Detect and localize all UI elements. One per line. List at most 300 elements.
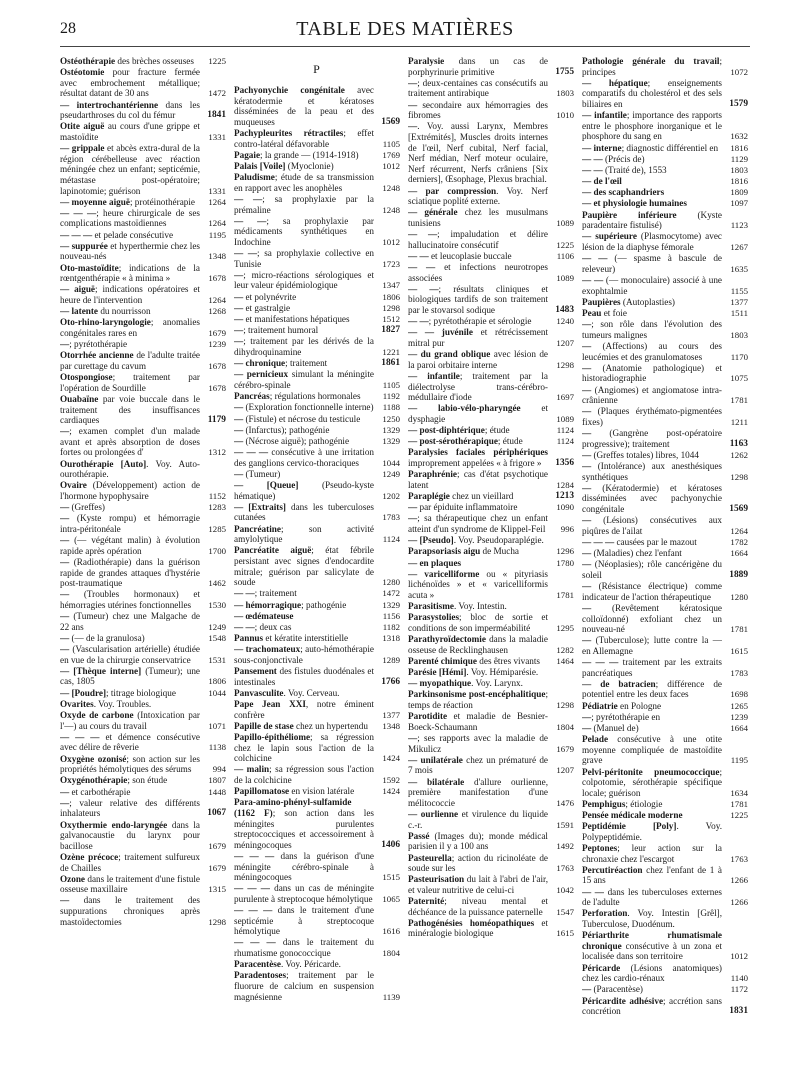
index-entry	[408, 667, 574, 678]
entry-text: d'allure ourlienne, première manifestation d'une mélitococcie	[408, 776, 549, 808]
entry-term: Papillo-épithéliome	[234, 732, 311, 742]
entry-text: ; leur action sur la chronaxie chez l'escargot	[582, 843, 722, 864]
entry-text: ; la grande — (1914-1918)	[260, 149, 359, 160]
index-entry	[234, 425, 400, 436]
entry-page-ref: 1156	[382, 610, 400, 621]
entry-page-ref: 1569	[381, 116, 400, 127]
entry-text: avec lésion de la paroi orbitaire interne	[408, 349, 549, 370]
entry-text: (Traité de), 1553	[602, 164, 667, 175]
index-entry	[408, 447, 574, 468]
entry-text: ; principes	[582, 56, 722, 77]
entry-text: de Mucha	[480, 546, 520, 557]
entry-term: Parasitisme	[408, 601, 454, 612]
entry-term: Ourothérapie [Auto]	[60, 458, 147, 469]
entry-text: ; protéinothérapie	[129, 196, 195, 207]
entry-text: ; étude	[497, 436, 523, 447]
index-entry	[234, 391, 400, 402]
entry-text: (— végétant malin) à évolution rapide après opération	[60, 535, 200, 556]
entry-term: Paupière inférieure	[582, 209, 677, 220]
index-entry	[582, 657, 748, 678]
entry-text: ; son activité amylolytique	[234, 523, 374, 545]
entry-term: par compression	[425, 185, 497, 196]
index-entry	[234, 292, 400, 303]
entry-term: de l'œil	[593, 176, 622, 187]
entry-dash: — —	[408, 316, 429, 327]
entry-text: (Tumeur)	[243, 468, 281, 479]
entry-dash: —	[582, 406, 592, 417]
entry-text: avec kératodermie et kératoses disséminées de la peau et des muqueuses	[234, 85, 374, 127]
index-entry	[582, 406, 748, 427]
entry-page-ref: 1763	[556, 863, 574, 874]
entry-text: (Gangrène post-opératoire progressive); traitement	[582, 428, 722, 449]
entry-page-ref: 1698	[730, 689, 748, 700]
entry-text: (Intolérance) aux anesthésiques synthétiques	[582, 461, 722, 482]
entry-text: ; état fébrile persistant avec signes d'endocardite mitrale; guérison par salicylate de soude	[234, 545, 374, 588]
entry-page-ref: 1755	[555, 66, 574, 77]
index-entry	[60, 263, 226, 284]
entry-page-ref: 1298	[556, 359, 574, 370]
entry-text: ; deux cas	[254, 621, 292, 632]
entry-term: Ovarites	[60, 698, 94, 709]
entry-text: , notre éminent confrère	[234, 699, 374, 720]
index-entry	[234, 600, 400, 611]
entry-term: Pancréatite aiguë	[234, 545, 312, 556]
entry-page-ref: 1192	[382, 391, 400, 402]
entry-page-ref: 1012	[730, 951, 748, 962]
entry-dash: —	[408, 99, 418, 110]
entry-page-ref: 1123	[730, 220, 748, 231]
entry-term: [Thèque interne]	[73, 665, 142, 676]
entry-page-ref: 1635	[730, 263, 748, 274]
index-entry	[408, 809, 574, 830]
entry-page-ref: 1679	[208, 327, 226, 338]
entry-term: varicelliforme	[424, 568, 480, 579]
entry-page-ref: 1012	[382, 236, 400, 247]
entry-page-ref: 1289	[382, 654, 400, 665]
entry-page-ref: 1207	[556, 337, 574, 348]
entry-text: au cours d'une grippe et mastoïdite	[60, 121, 200, 142]
entry-page-ref: 1139	[382, 991, 400, 1002]
index-entry	[408, 425, 574, 436]
index-entry	[582, 548, 748, 559]
entry-dash: — — —	[234, 850, 275, 861]
index-entry	[408, 853, 574, 874]
index-entry	[582, 110, 748, 142]
entry-term: Parapsoriasis aigu	[408, 546, 481, 557]
index-entry	[60, 230, 226, 241]
entry-text: (Infarctus); pathogénie	[243, 424, 330, 435]
index-entry	[408, 186, 574, 207]
entry-dash: —	[408, 678, 420, 689]
entry-text: (— monoculaire) associé à une exophtalmie	[582, 275, 723, 296]
entry-text: ; sa prophylaxie par la prémaline	[234, 193, 375, 215]
entry-text: dans un cas de méningite purulente à streptocoque hémolytique	[234, 883, 374, 904]
index-entry	[408, 251, 574, 262]
entry-term: Passé	[408, 830, 430, 841]
entry-page-ref: 1782	[730, 536, 748, 547]
entry-text: ou « pityriasis lichénoïdes » et « varicelliformis acuta »	[408, 568, 548, 600]
entry-page-ref: 1298	[556, 700, 574, 711]
entry-text: ; titrage biologique	[106, 687, 176, 698]
entry-page-ref: 1377	[382, 709, 400, 720]
entry-text: ; anomalies congénitales rares en	[60, 317, 200, 338]
entry-dash: —	[60, 632, 70, 643]
index-entry	[582, 428, 748, 449]
entry-page-ref: 1783	[730, 667, 748, 678]
entry-dash: — — —	[60, 731, 100, 742]
entry-page-ref: 1678	[208, 273, 226, 284]
entry-term: Ouabaïne	[60, 393, 99, 404]
entry-dash: —	[582, 77, 609, 88]
entry-text: dans le traitement des suppurations chroniques après mastoïdectomies	[60, 895, 200, 927]
entry-term: Pannus	[234, 633, 264, 644]
index-entry	[60, 56, 226, 67]
index-entry	[408, 612, 574, 633]
entry-text: ; effet contro-latéral défavorable	[234, 127, 374, 149]
entry-dash: —	[60, 644, 70, 655]
index-entry	[582, 581, 748, 602]
index-entry	[582, 154, 748, 165]
entry-dash: — —	[582, 164, 603, 175]
entry-text: du lait à l'abri de l'air, et valeur nutritive de celui-ci	[408, 874, 548, 895]
entry-dash: —	[408, 733, 418, 743]
entry-term: Pancréatine	[234, 523, 281, 534]
index-entry	[582, 253, 748, 274]
entry-term: Otite aiguë	[60, 121, 105, 132]
entry-text: (Images du); monde médical parisien il y a 100 ans	[408, 830, 548, 852]
entry-term: Paralysies faciales périphériques	[408, 447, 548, 458]
entry-page-ref: 1766	[381, 676, 400, 687]
entry-page-ref: 1678	[208, 382, 226, 393]
entry-page-ref: 1530	[208, 599, 226, 610]
index-entry	[582, 559, 748, 580]
entry-text: et carbothérapie	[69, 786, 131, 797]
entry-dash: —	[408, 535, 420, 546]
entry-page-ref: 1591	[556, 819, 574, 830]
entry-text: ; importance des rapports entre le phosphore inorganique et le phosphore du sang en	[582, 110, 723, 142]
entry-text: (Angiomes) et angiomatose intra-crânienne	[582, 384, 722, 406]
entry-dash: —	[234, 269, 244, 280]
entry-page-ref: 1472	[382, 588, 400, 599]
entry-term: Oxygénothérapie	[60, 775, 128, 786]
entry-text: . Voy. Hémiparésie.	[466, 667, 539, 678]
index-entry	[408, 918, 574, 939]
entry-page-ref: 1515	[382, 872, 400, 883]
index-entry	[408, 371, 574, 403]
entry-text: (Résistance électrique) comme indicateur de l'action thérapeutique	[582, 581, 722, 602]
index-entry	[60, 688, 226, 699]
index-column-2	[234, 56, 400, 1072]
entry-page-ref: 1592	[382, 774, 400, 785]
entry-term: Oto-mastoïdite	[60, 262, 119, 273]
index-entry	[582, 187, 748, 198]
index-entry	[582, 723, 748, 734]
entry-dash: —	[60, 895, 70, 906]
entry-term: générale	[424, 207, 458, 218]
entry-page-ref: 1679	[556, 743, 574, 754]
index-entry	[234, 688, 400, 699]
entry-dash: — —	[582, 886, 604, 897]
entry-term: Paternité	[408, 896, 445, 907]
entry-page-ref: 1280	[382, 577, 400, 588]
entry-page-ref: 1089	[556, 217, 574, 228]
index-entry	[234, 402, 400, 413]
entry-term: Paradentoses	[234, 970, 287, 981]
entry-page-ref: 1348	[382, 720, 400, 731]
entry-text: simulant la méningite cérébro-spinale	[234, 369, 374, 390]
entry-term: Pape Jean XXI	[234, 699, 306, 710]
entry-text: . Voy. Troubles.	[93, 698, 152, 709]
entry-page-ref: 1155	[730, 285, 748, 296]
index-entry	[582, 275, 748, 296]
entry-text: ; deux-centaines cas consécutifs au traitement antirabique	[408, 77, 548, 99]
entry-term: Péricardite adhésive	[582, 995, 664, 1006]
entry-term: [Queue]	[266, 480, 299, 491]
entry-dash: —	[234, 610, 246, 621]
entry-text: dans un cas de porphyrinurie primitive	[408, 56, 548, 77]
entry-dash: — — —	[234, 905, 273, 916]
entry-page-ref: 1816	[730, 142, 748, 153]
index-entry	[60, 699, 226, 710]
index-entry	[408, 689, 574, 710]
index-entry	[408, 78, 574, 99]
entry-page-ref: 1188	[382, 402, 400, 413]
index-entry	[408, 634, 574, 655]
entry-dash: —	[408, 370, 428, 381]
entry-text: ; examen complet d'un malade avant et après absorption de doses fortes ou prolongées d'	[60, 426, 200, 458]
index-entry	[234, 85, 400, 127]
index-entry	[60, 666, 226, 687]
entry-page-ref: 1248	[382, 182, 400, 193]
entry-text: par épiduite inflammatoire	[417, 502, 518, 513]
index-entry	[234, 786, 400, 797]
entry-text: (Anatomie pathologique) et historadiographie	[582, 362, 722, 384]
entry-dash: —	[582, 340, 592, 351]
index-entry	[234, 524, 400, 545]
entry-term: Para-amino-phényl-sulfamide (1162 F)	[234, 797, 352, 818]
entry-term: Panvasculite	[234, 687, 284, 698]
entry-text: chez les musulmans tunisiens	[408, 207, 548, 228]
entry-page-ref: 1296	[556, 546, 574, 557]
entry-page-ref: 1615	[730, 645, 748, 656]
page-header	[60, 20, 750, 42]
index-entry	[234, 336, 400, 357]
index-entry	[234, 797, 400, 850]
entry-page-ref: 1569	[729, 504, 748, 514]
entry-text: (Développement) action de l'hormone hypophysaire	[60, 480, 200, 502]
entry-dash: —	[408, 557, 420, 568]
entry-text: (Lésions) consécutives aux piqûres de l'ailat	[582, 515, 722, 536]
entry-text: et leucoplasie buccale	[428, 250, 512, 261]
index-entry	[582, 810, 748, 821]
entry-dash: —	[60, 306, 72, 317]
entry-page-ref: 1329	[382, 435, 400, 446]
index-entry	[408, 229, 574, 250]
entry-text: et abcès extra-dural de la région cérébelleuse avec réaction méningée chez un enfant; septicémie, métastase post-opératoire; lapinotomie; guérison	[60, 143, 201, 196]
entry-term: Pelade	[582, 734, 609, 745]
entry-dash: —	[60, 687, 72, 698]
entry-text: ; ses rapports avec la maladie de Mikulicz	[408, 733, 548, 754]
entry-page-ref: 1182	[382, 621, 400, 632]
entry-dash: —	[60, 665, 74, 676]
index-entry	[234, 644, 400, 665]
entry-dash: —	[582, 231, 596, 242]
entry-term: infantile	[594, 110, 627, 121]
entry-page-ref: 1781	[556, 589, 574, 600]
entry-term: Otospongiose	[60, 372, 113, 383]
entry-term: Otorrhée ancienne	[60, 350, 134, 361]
entry-term: Pathologie générale du travail	[582, 56, 720, 66]
entry-text: ; pyrétothérapie	[69, 339, 128, 350]
entry-term: [Poudre]	[71, 687, 107, 698]
index-entry	[60, 306, 226, 317]
entry-page-ref: 1170	[730, 351, 748, 362]
entry-text: (Nécrose aiguë); pathogénie	[243, 435, 350, 446]
index-entry	[234, 436, 400, 447]
entry-dash: — —	[408, 250, 429, 261]
entry-text: . Voy. Polypeptidémie.	[582, 821, 723, 842]
entry-page-ref: 1067	[207, 808, 226, 819]
entry-text: consécutive à une otite moyenne compliquée de mastoïdite grave	[582, 734, 722, 766]
entry-page-ref: 1240	[556, 316, 574, 327]
entry-text: (Intoxication par l'—) au cours du travail	[60, 710, 200, 731]
entry-text: dans le traitement d'une fistule osseuse maxillaire	[60, 873, 200, 895]
entry-text: (Néoplasies); rôle cancérigène du soleil	[582, 559, 722, 580]
entry-text: des êtres vivants	[476, 655, 541, 666]
entry-page-ref: 1225	[556, 239, 574, 250]
entry-dash: —	[582, 428, 592, 439]
entry-text: (Exploration fonctionnelle interne)	[243, 402, 374, 413]
entry-dash: —	[408, 185, 426, 196]
index-entry	[582, 635, 748, 656]
index-entry	[408, 56, 574, 77]
entry-text: et minéralogie biologique	[408, 917, 548, 939]
entry-dash: — — —	[234, 447, 269, 458]
entry-term: de batracien	[600, 678, 656, 689]
index-entry	[408, 569, 574, 601]
entry-dash: —	[582, 110, 595, 121]
entry-text: ; pyrétothérapie en	[591, 711, 661, 722]
index-entry	[60, 633, 226, 644]
index-entry	[408, 121, 574, 185]
entry-text: et kératite interstitielle	[263, 633, 349, 644]
index-entry	[234, 194, 400, 215]
entry-dash: —	[582, 581, 592, 592]
entry-text: dans les pseudarthroses du col du fémur	[60, 99, 201, 121]
entry-term: Palais [Voile]	[234, 160, 286, 171]
entry-term: Paraphrénie	[408, 469, 457, 480]
index-entry	[582, 701, 748, 712]
index-entry	[408, 733, 574, 754]
entry-text: ; résultats cliniques et biologiques tardifs de son traitement par le stovarsol sodique	[408, 283, 548, 315]
entry-text: . Voy. Pseudoparaplégie.	[453, 535, 544, 546]
entry-text: . Voy. Auto-ourothérapie.	[60, 458, 200, 480]
entry-dash: —	[408, 808, 421, 819]
entry-page-ref: 1634	[730, 787, 748, 798]
entry-text: ; valeur relative des différents inhalateurs	[60, 797, 200, 819]
index-entry	[234, 502, 400, 523]
entry-page-ref: 1124	[556, 436, 574, 447]
index-entry	[60, 100, 226, 121]
index-entry	[234, 611, 400, 622]
index-entry	[582, 843, 748, 864]
entry-text: et dysphagie	[408, 403, 548, 424]
entry-dash: —	[582, 635, 592, 646]
entry-dash: — —	[408, 229, 438, 240]
entry-page-ref: 1010	[556, 110, 574, 121]
index-entry	[408, 469, 574, 490]
entry-dash: —	[408, 754, 421, 765]
entry-page-ref: 1213	[555, 491, 574, 502]
entry-dash: —	[408, 513, 418, 524]
index-entry	[582, 363, 748, 384]
entry-page-ref: 1267	[730, 242, 748, 253]
entry-page-ref: 1424	[382, 786, 400, 797]
entry-text: ; auto-hémothérapie sous-conjonctivale	[234, 644, 374, 665]
entry-term: [Pseudo]	[419, 535, 454, 546]
index-entry	[234, 314, 400, 325]
index-entry	[408, 502, 574, 513]
entry-term: Oxythermie endo-laryngée	[60, 819, 168, 830]
entry-dash: —	[582, 319, 592, 330]
entry-page-ref: 1679	[208, 840, 226, 851]
entry-term: Paralysie	[408, 56, 445, 66]
entry-term: Percutiréaction	[582, 864, 643, 875]
entry-term: Papille de stase	[234, 720, 294, 731]
entry-text: dans les tuberculoses cutanées	[234, 501, 374, 523]
entry-dash: —	[408, 568, 425, 579]
entry-dash: —	[582, 548, 592, 559]
entry-text: . Voy. Nerf sciatique poplité externe.	[408, 185, 548, 207]
entry-text: ; étiologie	[625, 798, 663, 809]
index-entry	[582, 319, 748, 340]
entry-text: . Voy. Intestin [Grêl], Tuberculose, Duodénum.	[582, 908, 722, 930]
entry-dash: —	[60, 797, 70, 808]
entry-text: ; enseignements comparatifs du cholestérol et des sels biliaires en	[582, 77, 722, 109]
entry-text: des fistules duodénales et intestinales	[234, 666, 374, 687]
index-entry	[234, 369, 400, 390]
entry-dash: —	[582, 362, 592, 373]
entry-page-ref: 1239	[208, 339, 226, 350]
entry-page-ref: 1511	[730, 307, 748, 318]
entry-term: suppurée	[71, 240, 108, 251]
entry-page-ref: 1547	[556, 906, 574, 917]
entry-text: (— de la granulosa)	[69, 632, 145, 643]
entry-dash: —	[408, 425, 420, 436]
entry-dash: —	[408, 502, 418, 513]
entry-page-ref: 1632	[730, 131, 748, 142]
index-entry	[234, 970, 400, 1002]
entry-term: Peptidémie [Poly]	[582, 821, 677, 832]
index-entry	[234, 622, 400, 633]
entry-text: dans la guérison d'une méningite cérébro-spinale à méningocoques	[234, 850, 374, 883]
entry-page-ref: 1783	[382, 512, 400, 523]
entry-dash: —	[582, 384, 592, 395]
index-entry	[60, 775, 226, 786]
entry-text: ; traitement	[254, 588, 297, 599]
entry-page-ref: 1512	[382, 314, 400, 324]
entry-page-ref: 1679	[208, 862, 226, 873]
entry-term: malin	[246, 764, 270, 775]
entry-text: et maladie de Besnier-Boeck-Schaumann	[408, 711, 548, 732]
entry-term: Ozène précoce	[60, 851, 119, 862]
entry-dash: —	[582, 449, 592, 460]
entry-page-ref: 1280	[730, 591, 748, 602]
entry-dash: —	[60, 502, 70, 513]
entry-page-ref: 1723	[382, 258, 400, 269]
entry-text: en vision latérale	[289, 786, 355, 797]
entry-term: Parotidite	[408, 711, 448, 722]
